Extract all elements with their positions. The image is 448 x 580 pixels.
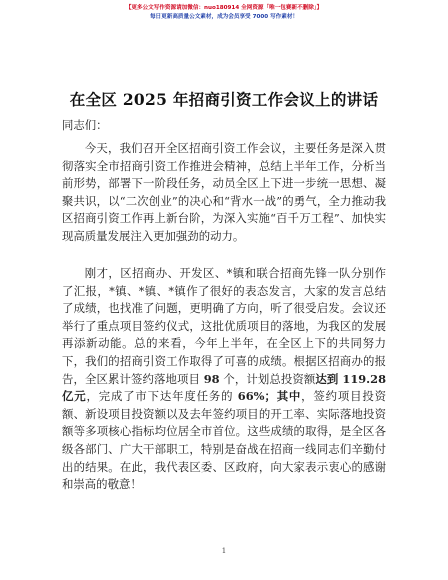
task-completion-rate: 66%；其中 — [237, 389, 302, 404]
paragraph-2-text-1: 刚才，区招商办、开发区、*镇和联合招商先锋一队分别作了汇报，*镇、*镇、*镇作了很好的表态发言，大家的发言总结了成绩，也找准了问题，更明确了方向，听了很受启发。会议还举行了重点项目签约仪式，这批优质项目的落地，为我区的发展再添新动能。总的来看，今年上半年，在全区上下的共同努力下，我们的招商引资工作取得了可喜的成绩。根据区招商办的报告，全区累计签约落地项目 — [62, 266, 386, 386]
promo-banner-line-2: 每日更新高质量公文素材，成为会员享受 7000 写作素材！ — [149, 14, 299, 20]
total-investment-amount: 达到 119.28 亿元 — [62, 371, 386, 404]
promo-banner-line-1: 【更多公文写作资源请加微信：nuo180914 全网资源「唯一包赛新不删除」】 — [125, 5, 323, 11]
paragraph-2-text-3: ，完成了市下达年度任务的 — [86, 389, 238, 404]
paragraph-2-text-4: ，签约项目投资额、新设项目投资额以及去年签约项目的开工率、实际落地投资额等多项核心指标均位居全市首位。这些成绩的取得，是全区各级各部门、广大干部职工，特别是奋战在招商一线同志们辛勤付出的结果。在此，我代表区委、区政府，向大家表示衷心的感谢和崇高的敬意！ — [62, 389, 386, 492]
paragraph-2 — [62, 265, 386, 494]
promo-banner — [0, 4, 448, 22]
paragraph-1: 今天，我们召开全区招商引资工作会议，主要任务是深入贯彻落实全市招商引资工作推进会精神，总结上半年工作，分析当前形势，部署下一阶段任务，动员全区上下进一步统一思想、凝聚共识，以“二次创业”的决心和“背水一战”的勇气，全力推动我区招商引资工作再上新台阶，为深入实施“百千万工程”、加快实现高质量发展注入更加强劲的动力。 — [62, 141, 386, 243]
salutation: 同志们： — [62, 118, 108, 132]
signed-projects-count: 98 — [203, 371, 220, 386]
page-number: 1 — [221, 547, 227, 555]
document-title: 在全区 2025 年招商引资工作会议上的讲话 — [69, 90, 379, 109]
paragraph-2-text-2: 个，计划总投资额 — [219, 371, 316, 386]
